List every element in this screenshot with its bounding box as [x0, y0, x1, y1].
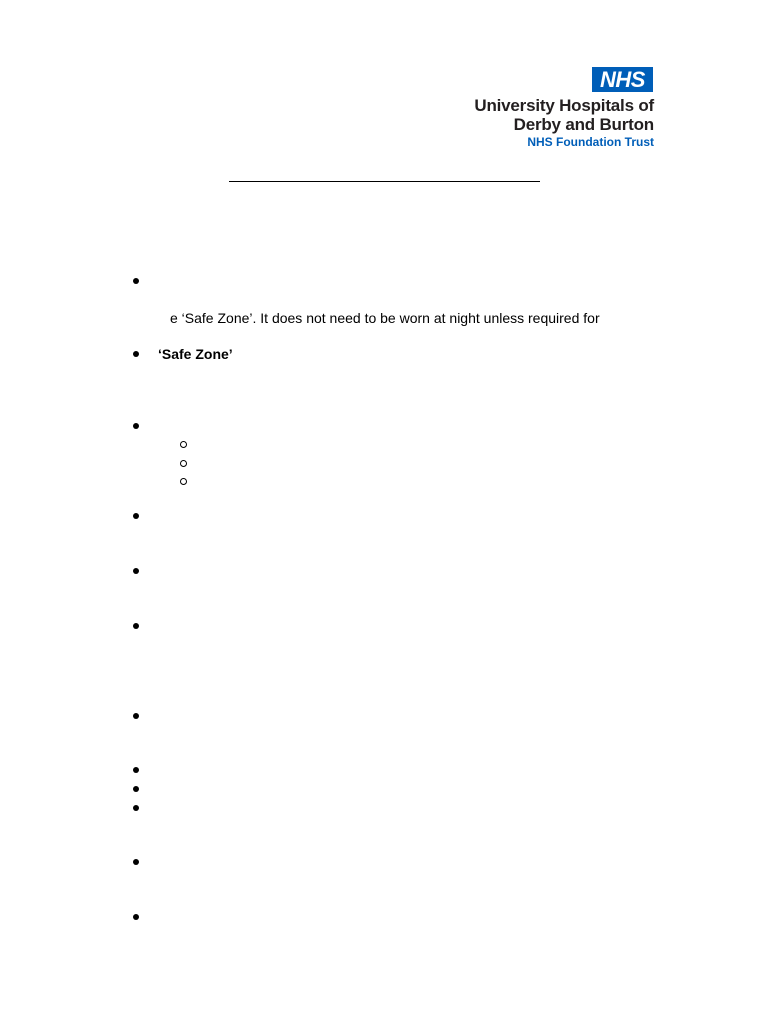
bullet-point — [133, 568, 139, 574]
sub-bullet-point — [180, 441, 187, 448]
nhs-logo-text: NHS — [600, 67, 645, 92]
sub-bullet-point — [180, 478, 187, 485]
bullet-point — [133, 623, 139, 629]
bullet-point — [133, 805, 139, 811]
bullet-point — [133, 767, 139, 773]
org-name-line2: Derby and Burton — [513, 115, 654, 134]
safe-zone-heading: ‘Safe Zone’ — [158, 346, 233, 362]
bullet-point — [133, 786, 139, 792]
bullet-point — [133, 914, 139, 920]
bullet-point — [133, 423, 139, 429]
bullet-point — [133, 278, 139, 284]
bullet-point — [133, 513, 139, 519]
sub-bullet-point — [180, 460, 187, 467]
org-name-line1: University Hospitals of — [474, 96, 654, 115]
bullet-point — [133, 351, 139, 357]
body-text-line: e ‘Safe Zone’. It does not need to be worn at night unless required for — [170, 310, 600, 326]
title-underline — [229, 181, 540, 182]
trust-name: NHS Foundation Trust — [527, 135, 654, 149]
bullet-point — [133, 859, 139, 865]
trust-logo — [466, 66, 654, 150]
bullet-point — [133, 713, 139, 719]
nhs-logo-box — [592, 67, 653, 92]
